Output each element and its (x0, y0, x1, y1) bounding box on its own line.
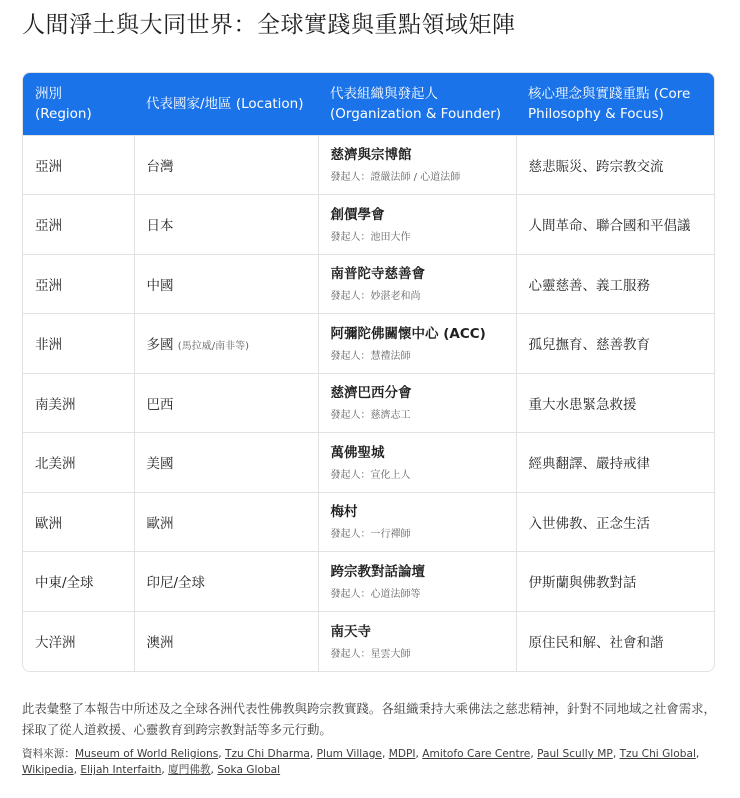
table-row (23, 492, 714, 552)
region-text: 中東/全球 (35, 575, 94, 592)
region-text: 亞洲 (35, 277, 62, 294)
organization-name: 萬佛聖城 (330, 444, 385, 461)
location-text: 歐洲 (146, 515, 174, 532)
source-link[interactable]: Tzu Chi Dharma (225, 748, 310, 760)
founder-text: 發起人：心道法師等 (330, 588, 421, 600)
focus-text: 入世佛教、正念生活 (528, 515, 650, 532)
cell-focus (516, 433, 714, 493)
focus-text: 人間革命、聯合國和平倡議 (528, 218, 691, 235)
location-text: 中國 (146, 277, 174, 294)
focus-text: 經典翻譯、嚴持戒律 (528, 456, 650, 473)
region-text: 歐洲 (35, 515, 62, 532)
cell-focus (516, 195, 714, 255)
organization-name: 阿彌陀佛關懷中心 (ACC) (330, 325, 486, 342)
cell-organization (318, 373, 516, 433)
source-link[interactable]: Elijah Interfaith (80, 764, 162, 776)
location-text: 日本 (146, 218, 174, 235)
header-organization: 代表組織與發起人 (Organization & Founder) (330, 85, 502, 122)
region-text: 亞洲 (35, 158, 62, 175)
cell-organization (318, 552, 516, 612)
cell-organization (318, 135, 516, 195)
cell-region (23, 195, 134, 255)
region-text: 南美洲 (35, 396, 76, 413)
founder-text: 發起人：證嚴法師 / 心道法師 (330, 172, 461, 184)
table-row (23, 433, 714, 493)
cell-focus (516, 611, 714, 671)
focus-text: 原住民和解、社會和諧 (528, 635, 664, 651)
cell-location (134, 611, 318, 671)
organization-name: 慈濟巴西分會 (330, 385, 412, 402)
summary-text: 此表彙整了本報告中所述及之全球各洲代表性佛教與跨宗教實踐。各組織秉持大乘佛法之慈悲精神，針對不同地域之社會需求，採取了從人道救援、心靈教育到跨宗教對話等多元行動。 (22, 701, 716, 737)
source-link[interactable]: 廈門佛教 (168, 764, 211, 776)
table-row (23, 373, 714, 433)
cell-location (134, 135, 318, 195)
founder-text: 發起人：妙湛老和尚 (330, 291, 421, 303)
cell-region (23, 433, 134, 493)
cell-focus (516, 314, 714, 374)
founder-text: 發起人：一行禪師 (330, 529, 411, 541)
table-body (23, 135, 714, 671)
cell-organization (318, 492, 516, 552)
table-row (23, 195, 714, 255)
table-row (23, 611, 714, 671)
cell-location (134, 433, 318, 493)
cell-location (134, 195, 318, 255)
matrix-table-container (22, 72, 715, 672)
cell-region (23, 254, 134, 314)
sources-label: 資料來源： (22, 748, 75, 760)
table-row (23, 254, 714, 314)
cell-focus (516, 254, 714, 314)
cell-location (134, 552, 318, 612)
organization-name: 跨宗教對話論壇 (330, 563, 425, 580)
location-text: 巴西 (146, 396, 174, 413)
cell-location (134, 492, 318, 552)
founder-text: 發起人：星雲大師 (330, 648, 411, 660)
header-location: 代表國家/地區 (Location) (146, 95, 304, 112)
location-text: 台灣 (146, 158, 174, 175)
header-region: 洲別 (Region) (35, 85, 92, 122)
cell-region (23, 492, 134, 552)
founder-text: 發起人：慧禮法師 (330, 350, 411, 362)
organization-name: 創價學會 (330, 206, 385, 223)
cell-region (23, 314, 134, 374)
focus-text: 孤兒撫育、慈善教育 (528, 337, 650, 354)
header-focus: 核心理念與實踐重點 (Core Philosophy & Focus) (528, 85, 691, 122)
focus-text: 慈悲賑災、跨宗教交流 (528, 158, 664, 175)
cell-focus (516, 492, 714, 552)
organization-name: 梅村 (330, 504, 358, 521)
organization-name: 南普陀寺慈善會 (330, 266, 425, 283)
sources-list: Museum of World Religions, Tzu Chi Dharma, Plum Village, MDPI, Amitofo Care Centre, Paul Scully MP, Tzu Chi Global, Wikipedia, Elijah Interfaith, 廈門佛教, Soka Global (22, 748, 700, 776)
source-link[interactable]: Museum of World Religions (74, 748, 219, 760)
cell-focus (516, 552, 714, 612)
cell-region (23, 135, 134, 195)
cell-organization (318, 314, 516, 374)
table-row (23, 314, 714, 374)
source-link[interactable]: Paul Scully MP (537, 748, 613, 760)
source-link[interactable]: Plum Village (316, 748, 382, 760)
founder-text: 發起人：宣化上人 (330, 469, 411, 481)
region-text: 非洲 (35, 337, 62, 354)
location-text: 印尼/全球 (146, 575, 206, 592)
founder-text: 發起人：池田大作 (330, 231, 411, 243)
cell-focus (516, 135, 714, 195)
organization-name: 慈濟與宗博館 (330, 147, 412, 164)
location-text: 多國 (146, 337, 174, 354)
table-row (23, 552, 714, 612)
cell-organization (318, 433, 516, 493)
location-text: 澳洲 (146, 635, 174, 651)
table-header-row (23, 73, 714, 135)
organization-name: 南天寺 (330, 623, 371, 640)
cell-focus (516, 373, 714, 433)
cell-region (23, 552, 134, 612)
source-link[interactable]: Tzu Chi Global (619, 748, 696, 760)
cell-organization (318, 611, 516, 671)
source-link[interactable]: Wikipedia (22, 764, 74, 776)
region-text: 亞洲 (35, 218, 62, 235)
founder-text: 發起人：慈濟志工 (330, 410, 411, 422)
cell-location (134, 314, 318, 374)
cell-region (23, 373, 134, 433)
source-link[interactable]: MDPI (388, 748, 416, 760)
table-row (23, 135, 714, 195)
cell-organization (318, 254, 516, 314)
location-text: 美國 (146, 456, 174, 473)
focus-text: 重大水患緊急救援 (528, 396, 637, 413)
source-link[interactable]: Soka Global (217, 764, 281, 776)
cell-region (23, 611, 134, 671)
source-link[interactable]: Amitofo Care Centre (422, 748, 531, 760)
focus-text: 心靈慈善、義工服務 (528, 277, 650, 294)
location-note: (馬拉威/南非等) (177, 341, 249, 353)
cell-organization (318, 195, 516, 255)
focus-text: 伊斯蘭與佛教對話 (528, 575, 637, 592)
region-text: 大洋洲 (35, 635, 76, 651)
region-text: 北美洲 (35, 456, 76, 473)
sources-line (22, 746, 722, 778)
cell-location (134, 373, 318, 433)
cell-location (134, 254, 318, 314)
matrix-table (23, 73, 714, 671)
page-title: 人間淨土與大同世界：全球實踐與重點領域矩陣 (22, 12, 516, 38)
